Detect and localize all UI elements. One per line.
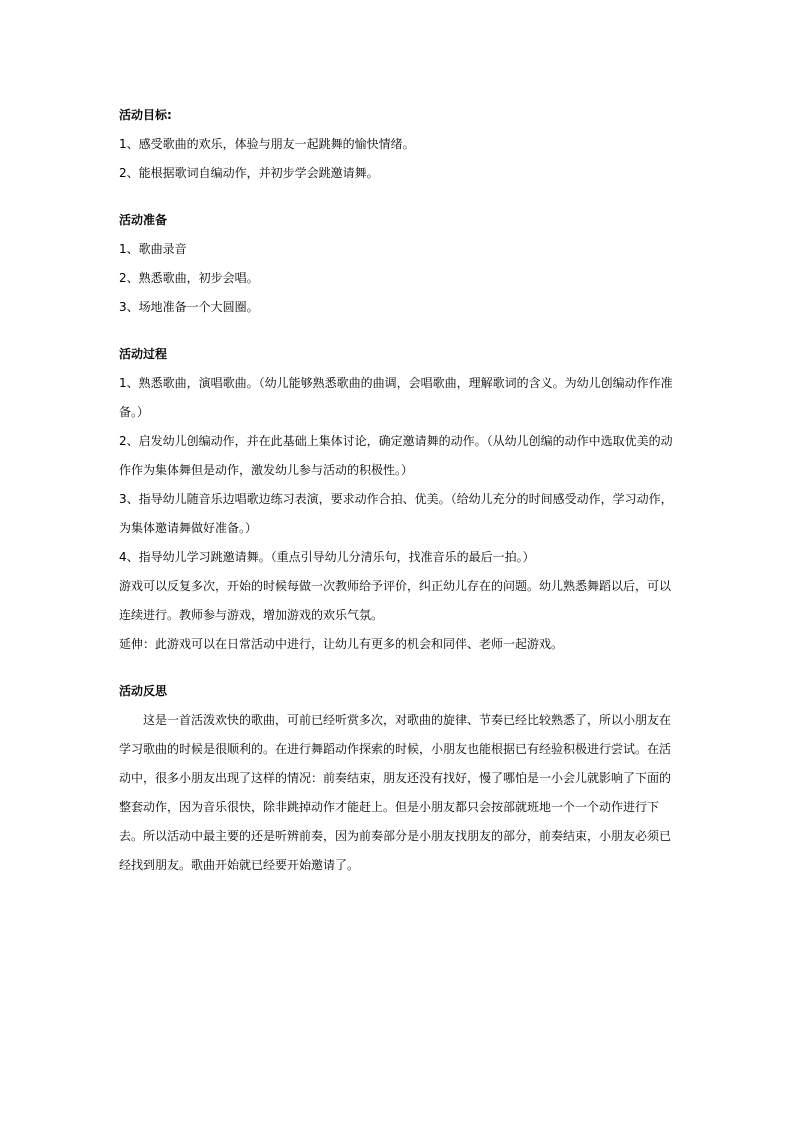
preparation-item: 2、熟悉歌曲，初步会唱。 — [119, 271, 259, 285]
process-item: 4、指导幼儿学习跳邀请舞。（重点引导幼儿分清乐句，找准音乐的最后一拍。） — [119, 550, 535, 564]
section-gap — [119, 322, 675, 340]
process-item: 2、启发幼儿创编动作，并在此基础上集体讨论，确定邀请舞的动作。（从幼儿创编的动作中选取优美的动作作为集体舞但是动作，激发幼儿参与活动的积极性。） — [119, 434, 673, 477]
document-page — [119, 101, 675, 880]
preparation-item: 3、场地准备一个大圆圈。 — [119, 300, 259, 314]
process-item: 3、指导幼儿随音乐边唱歌边练习表演，要求动作合拍、优美。（给幼儿充分的时间感受动作，学习动作，为集体邀请舞做好准备。） — [119, 492, 673, 535]
reflection-title: 活动反思 — [119, 684, 168, 698]
process-extension: 延伸：此游戏可以在日常活动中进行，让幼儿有更多的机会和同伴、老师一起游戏。 — [119, 637, 564, 651]
process-item: 1、熟悉歌曲，演唱歌曲。（幼儿能够熟悉歌曲的曲调，会唱歌曲，理解歌词的含义。为幼儿创编动作作准备。） — [119, 376, 673, 419]
process-title: 活动过程 — [119, 347, 168, 361]
reflection-paragraph: 这是一首活泼欢快的歌曲，可前已经听赏多次，对歌曲的旋律、节奏已经比较熟悉了，所以小朋友在学习歌曲的时候是很顺利的。在进行舞蹈动作探索的时候，小朋友也能根据已有经验积极进行尝试。在活动中，很多小朋友出现了这样的情况：前奏结束，朋友还没有找好，慢了哪怕是一小会儿就影响了下面的整套动作，因为音乐很快，除非跳掉动作才能赶上。但是小朋友都只会按部就班地一个一个动作进行下去。所以活动中最主要的还是听辨前奏，因为前奏部分是小朋友找朋友的部分，前奏结束，小朋友必须已经找到朋友。歌曲开始就已经要开始邀请了。 — [119, 713, 672, 872]
objectives-title: 活动目标: — [119, 108, 172, 122]
objectives-item: 2、能根据歌词自编动作，并初步学会跳邀请舞。 — [119, 166, 379, 180]
section-gap — [119, 659, 675, 677]
preparation-title: 活动准备 — [119, 213, 168, 227]
section-gap — [119, 188, 675, 206]
objectives-item: 1、感受歌曲的欢乐，体验与朋友一起跳舞的愉快情绪。 — [119, 137, 415, 151]
process-item: 游戏可以反复多次，开始的时候每做一次教师给予评价，纠正幼儿存在的问题。幼儿熟悉舞蹈以后，可以连续进行。教师参与游戏，增加游戏的欢乐气氛。 — [119, 579, 672, 622]
preparation-item: 1、歌曲录音 — [119, 242, 187, 256]
